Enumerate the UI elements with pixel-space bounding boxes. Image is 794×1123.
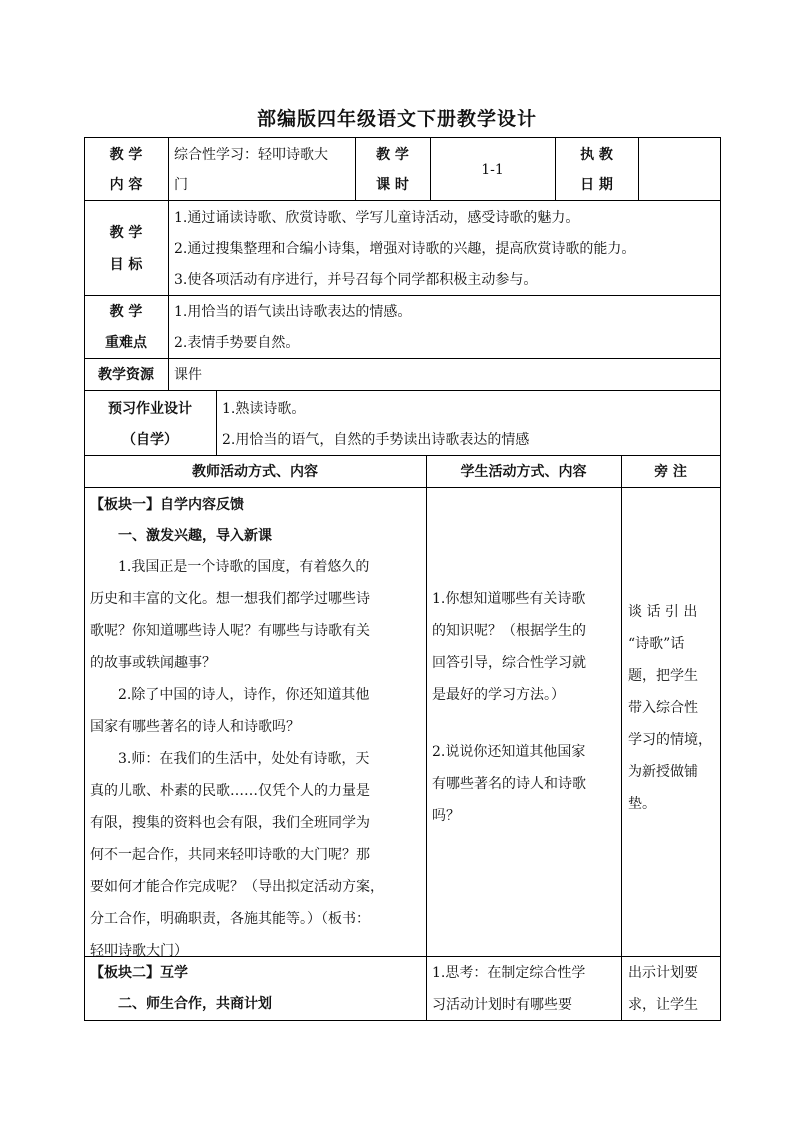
text-line: 吗？ bbox=[432, 808, 460, 824]
text-line: 真的儿歌、朴素的民歌……仅凭个人的力量是 bbox=[90, 783, 370, 799]
text-line: 2.说说你还知道其他国家 bbox=[432, 744, 586, 760]
text-line: 国家有哪些著名的诗人和诗歌吗？ bbox=[90, 719, 300, 735]
preview-item: 1.熟读诗歌。 bbox=[222, 401, 306, 417]
keypoints-label: 教 学 bbox=[109, 304, 143, 320]
content-value: 综合性学习：轻叩诗歌大 bbox=[174, 147, 328, 163]
text-line: 是最好的学习方法。） bbox=[432, 687, 565, 703]
block1-teacher-text bbox=[90, 551, 422, 967]
block1-student-text-1 bbox=[432, 583, 618, 711]
block1-section: 一、激发兴趣，导入新课 bbox=[118, 528, 272, 544]
table-divider bbox=[84, 295, 721, 296]
period-label: 教 学 bbox=[376, 147, 409, 163]
table-divider bbox=[216, 390, 217, 455]
keypoints-label: 重难点 bbox=[105, 335, 147, 351]
keypoint-item: 2.表情手势要自然。 bbox=[174, 335, 300, 351]
block2-heading-bracket: 【板块二】 bbox=[90, 965, 160, 981]
table-divider bbox=[168, 137, 169, 200]
text-line: 求，让学生 bbox=[628, 997, 698, 1013]
text-line: 1.我国正是一个诗歌的国度，有着悠久的 bbox=[90, 559, 370, 575]
period-value: 1-1 bbox=[481, 162, 504, 178]
text-line: 历史和丰富的文化。想一想我们都学过哪些诗 bbox=[90, 591, 370, 607]
table-divider bbox=[84, 358, 721, 359]
table-divider bbox=[426, 455, 427, 1021]
text-line: 何不一起合作，共同来轻叩诗歌的大门呢？那 bbox=[90, 847, 370, 863]
preview-label: 预习作业设计 bbox=[108, 401, 192, 417]
text-line: 出示计划要 bbox=[628, 965, 698, 981]
table-divider bbox=[621, 455, 622, 1021]
table-divider bbox=[168, 200, 169, 390]
goals-label: 教 学 bbox=[109, 225, 143, 241]
text-line: 带入综合性 bbox=[628, 700, 698, 716]
goal-item: 2.通过搜集整理和合编小诗集，增强对诗歌的兴趣，提高欣赏诗歌的能力。 bbox=[174, 241, 636, 257]
table-border-right bbox=[720, 137, 721, 1021]
text-line: 为新授做铺 bbox=[628, 764, 698, 780]
text-line: 有限，搜集的资料也会有限，我们全班同学为 bbox=[90, 815, 370, 831]
text-line: 学习的情境， bbox=[628, 732, 712, 748]
text-line: 垫。 bbox=[628, 796, 656, 812]
table-divider bbox=[84, 455, 721, 456]
text-line: 歌呢？你知道哪些诗人呢？有哪些与诗歌有关 bbox=[90, 623, 370, 639]
period-label: 课 时 bbox=[376, 177, 409, 193]
date-label: 日 期 bbox=[580, 177, 613, 193]
notes-column-header: 旁 注 bbox=[654, 464, 687, 480]
resources-label: 教学资源 bbox=[98, 367, 154, 383]
text-line: 回答引导，综合性学习就 bbox=[432, 655, 586, 671]
text-line: 的知识呢？（根据学生的 bbox=[432, 623, 586, 639]
goal-item: 1.通过诵读诗歌、欣赏诗歌、学写儿童诗活动，感受诗歌的魅力。 bbox=[174, 210, 580, 226]
text-line: 2.除了中国的诗人，诗作，你还知道其他 bbox=[90, 687, 370, 703]
preview-label: （自学） bbox=[122, 432, 178, 448]
block2-notes-text bbox=[628, 957, 718, 1021]
block1-notes-text bbox=[628, 596, 718, 820]
content-label: 教 学 bbox=[109, 147, 143, 163]
keypoint-item: 1.用恰当的语气读出诗歌表达的情感。 bbox=[174, 304, 412, 320]
text-line: 的故事或轶闻趣事？ bbox=[90, 655, 216, 671]
table-divider bbox=[84, 390, 721, 391]
block2-section: 二、师生合作，共商计划 bbox=[118, 996, 272, 1012]
student-column-header: 学生活动方式、内容 bbox=[460, 464, 587, 480]
resources-value: 课件 bbox=[174, 367, 202, 383]
block1-heading-text: 自学内容反馈 bbox=[160, 497, 244, 513]
block2-heading bbox=[90, 964, 188, 982]
block1-heading-bracket: 【板块一】 bbox=[90, 497, 160, 513]
text-line: 题，把学生 bbox=[628, 668, 698, 684]
goal-item: 3.使各项活动有序进行，并号召每个同学都积极主动参与。 bbox=[174, 272, 538, 288]
preview-item: 2.用恰当的语气，自然的手势读出诗歌表达的情感 bbox=[222, 432, 530, 448]
table-divider bbox=[84, 200, 721, 201]
block1-student-text-2 bbox=[432, 736, 618, 832]
content-label: 内 容 bbox=[109, 177, 143, 193]
block2-student-text bbox=[432, 957, 618, 1021]
text-line: 要如何才能合作完成呢？（导出拟定活动方案， bbox=[90, 879, 384, 895]
content-value: 门 bbox=[174, 177, 188, 193]
table-divider bbox=[638, 137, 639, 200]
text-line: 3.师：在我们的生活中，处处有诗歌，天 bbox=[90, 751, 370, 767]
date-label: 执 教 bbox=[580, 147, 613, 163]
document-title: 部编版四年级语文下册教学设计 bbox=[256, 108, 537, 130]
table-border-bottom bbox=[84, 1020, 721, 1021]
table-border-top bbox=[84, 137, 721, 138]
block1-heading bbox=[90, 496, 244, 514]
text-line: 有哪些著名的诗人和诗歌 bbox=[432, 776, 586, 792]
text-line: “诗歌”话 bbox=[628, 636, 685, 652]
text-line: 谈 话 引 出 bbox=[628, 604, 698, 620]
text-line: 分工合作，明确职责，各施其能等。）（板书： bbox=[90, 911, 370, 927]
block2-heading-text: 互学 bbox=[160, 965, 188, 981]
text-line: 1.思考：在制定综合性学 bbox=[432, 965, 586, 981]
text-line: 习活动计划时有哪些要 bbox=[432, 997, 572, 1013]
text-line: 1.你想知道哪些有关诗歌 bbox=[432, 591, 586, 607]
goals-label: 目 标 bbox=[109, 257, 143, 273]
teacher-column-header: 教师活动方式、内容 bbox=[192, 464, 318, 480]
text-line: 轻叩诗歌大门） bbox=[90, 943, 188, 959]
table-divider bbox=[84, 487, 721, 488]
